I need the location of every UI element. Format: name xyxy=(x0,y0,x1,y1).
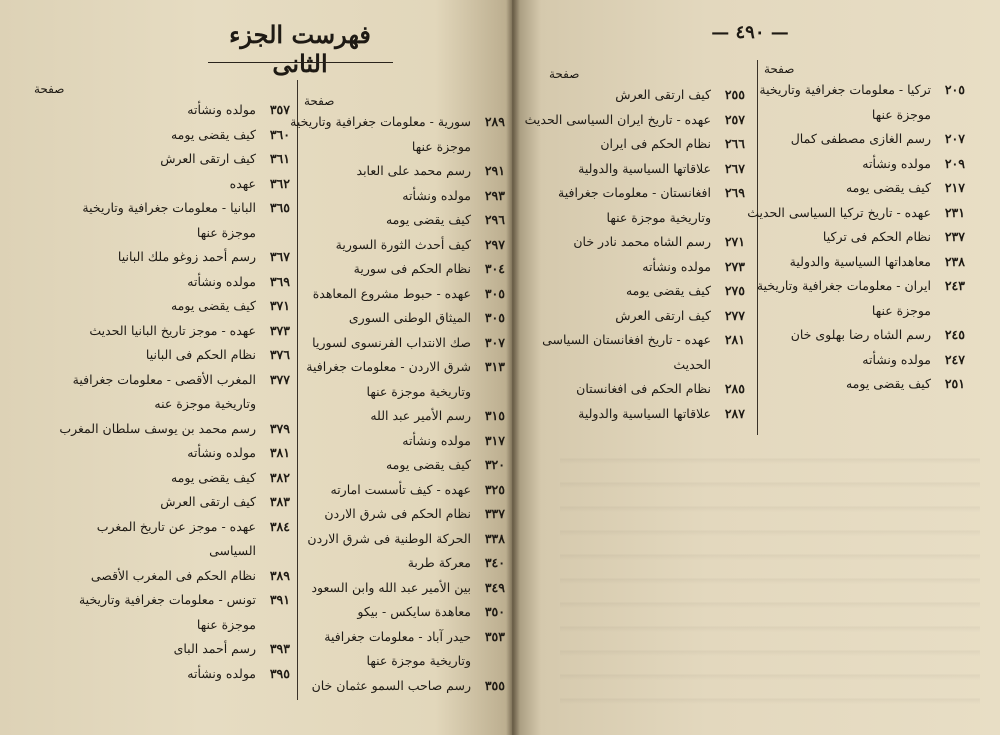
toc-entry xyxy=(300,429,505,454)
toc-page-number: ٣٦٥ xyxy=(269,200,290,215)
toc-entry xyxy=(30,515,290,540)
toc-entry xyxy=(30,294,290,319)
toc-entry xyxy=(30,466,290,491)
toc-entry xyxy=(545,157,745,182)
toc-entry xyxy=(300,257,505,282)
toc-page-number: ٣٥٠ xyxy=(484,604,505,619)
toc-page-number: ٢٤٥ xyxy=(944,327,965,342)
toc-entry xyxy=(300,478,505,503)
toc-page-number: ٣٤٠ xyxy=(484,555,505,570)
toc-entry-text: رسم صاحب السمو عثمان خان xyxy=(311,677,471,693)
toc-page-number: ٣٧٧ xyxy=(269,371,290,387)
toc-entry-text: نظام الحكم فى ايران xyxy=(600,136,711,151)
toc-entry xyxy=(30,662,290,687)
toc-page-number: ٣٦٠ xyxy=(269,126,290,142)
toc-entry-text: رسم الغازى مصطفى كمال xyxy=(790,131,931,146)
toc-page-number: ٢٨٥ xyxy=(724,381,745,396)
toc-entry-text: عهده - تاريخ ايران السياسى الحديث xyxy=(524,111,711,127)
toc-page-number: ٣٨٢ xyxy=(269,469,290,485)
toc-entry xyxy=(542,328,745,353)
toc-entry xyxy=(300,649,505,674)
toc-column-right-outer xyxy=(747,60,965,397)
toc-entry-text: معركة طربة xyxy=(407,555,471,570)
toc-entry-text: كيف يقضى يومه xyxy=(170,469,256,485)
toc-entry xyxy=(747,201,965,226)
toc-entry-text: عهده - موجز تاريخ البانيا الحديث xyxy=(89,322,256,338)
toc-entry-text: سورية - معلومات جغرافية وتاريخية xyxy=(290,114,471,129)
toc-entry xyxy=(760,299,965,324)
toc-page-number: ٣١٥ xyxy=(484,408,505,423)
toc-entry xyxy=(545,304,745,329)
toc-page-number: ٣٧٦ xyxy=(269,347,290,362)
toc-page-number: ٢٨٩ xyxy=(484,114,505,129)
toc-entry-text: نظام الحكم فى المغرب الأقصى xyxy=(90,567,256,583)
toc-page-number: ٢٨٧ xyxy=(724,405,745,421)
toc-page-number: ٣٧١ xyxy=(269,298,290,313)
toc-entry xyxy=(30,392,290,417)
toc-entry xyxy=(300,502,505,527)
toc-entry-text: شرق الاردن - معلومات جغرافية xyxy=(306,359,471,374)
toc-page-number: ٢٥٧ xyxy=(724,111,745,127)
toc-page-number: ٣٨٣ xyxy=(269,494,290,509)
toc-entry xyxy=(30,343,290,368)
toc-entry-text: وتاريخية موجزة عنها xyxy=(366,383,471,399)
page-column-heading: صفحة xyxy=(34,82,65,96)
toc-entry-text: كيف يقضى يومه xyxy=(170,298,256,313)
toc-page-number: ٢٣٨ xyxy=(944,253,965,269)
toc-entry xyxy=(760,323,965,348)
toc-entry-text: نظام الحكم فى تركيا xyxy=(822,229,931,244)
toc-page-number: ٢٣٧ xyxy=(944,229,965,244)
toc-entry xyxy=(30,490,290,515)
toc-entry xyxy=(545,83,745,108)
toc-page-number: ٢٨١ xyxy=(724,332,745,347)
toc-entry xyxy=(300,282,505,307)
toc-entry-text: عهده - موجز عن تاريخ المغرب xyxy=(96,518,256,534)
toc-entry-text: كيف يقضى يومه xyxy=(170,126,256,142)
toc-entry-text: عهده - كيف تأسست امارته xyxy=(330,481,471,497)
toc-entry-text: مولده ونشأته xyxy=(187,445,256,460)
toc-entry xyxy=(545,255,745,280)
toc-entry-text: عهده - تاريخ تركيا السياسى الحديث xyxy=(747,204,931,220)
toc-entry xyxy=(30,196,290,221)
toc-entry-text: كيف ارتقى العرش xyxy=(615,87,711,102)
toc-entry xyxy=(30,245,290,270)
toc-entry-text: مولده ونشأته xyxy=(187,273,256,289)
toc-entry xyxy=(300,404,505,429)
toc-entry-text: الحركة الوطنية فى شرق الاردن xyxy=(307,530,471,546)
column-divider xyxy=(297,80,298,700)
toc-entry xyxy=(300,600,505,625)
toc-entry xyxy=(545,377,745,402)
toc-page-number: ٣٠٥ xyxy=(484,310,505,325)
toc-entry xyxy=(300,674,505,699)
toc-entry-text: ايران - معلومات جغرافية وتاريخية xyxy=(756,278,931,293)
toc-entry xyxy=(300,159,505,184)
toc-page-number: ٣٣٧ xyxy=(484,506,505,521)
toc-entry xyxy=(30,270,290,295)
toc-entry-text: كيف ارتقى العرش xyxy=(160,494,256,509)
toc-page-number: ٢٣١ xyxy=(944,204,965,220)
toc-entry-text: عهده xyxy=(229,175,256,191)
toc-entry xyxy=(300,208,505,233)
toc-page-number: ٣٩٥ xyxy=(269,665,290,681)
toc-entry xyxy=(760,103,965,128)
toc-entry-text: علاقاتها السياسية والدولية xyxy=(578,405,711,421)
toc-page-number: ٢٦٩ xyxy=(724,185,745,200)
toc-entry xyxy=(30,417,290,442)
toc-entry-text: رسم أحمد زوغو ملك البانيا xyxy=(117,249,256,264)
toc-entry xyxy=(524,108,745,133)
toc-page-number: ٣١٧ xyxy=(484,432,505,448)
toc-page-number: ٣٨١ xyxy=(269,445,290,460)
toc-entry xyxy=(545,132,745,157)
toc-page-number: ٣٥٧ xyxy=(269,102,290,117)
book-gutter xyxy=(506,0,520,735)
toc-entry-text: كيف يقضى يومه xyxy=(385,457,471,472)
toc-entry xyxy=(30,221,290,246)
toc-entry-text: عهده - تاريخ افغانستان السياسى xyxy=(542,332,711,347)
toc-entry-text: الميثاق الوطنى السورى xyxy=(348,310,471,325)
toc-entry xyxy=(30,368,290,393)
toc-entry-text: معاهداتها السياسية والدولية xyxy=(789,253,931,269)
toc-page-number: ٣٩٣ xyxy=(269,641,290,656)
toc-entry xyxy=(760,225,965,250)
toc-entry xyxy=(545,206,745,231)
toc-page-number: ٣٠٥ xyxy=(484,285,505,301)
toc-column-left-outer xyxy=(30,80,290,686)
page-column-heading: صفحة xyxy=(549,67,580,81)
toc-page-number: ٢٧٣ xyxy=(724,258,745,274)
toc-page-number: ٢١٧ xyxy=(944,180,965,195)
toc-entry xyxy=(760,372,965,397)
toc-entry xyxy=(30,564,290,589)
toc-page-number: ٢٠٧ xyxy=(944,131,965,146)
toc-page-number: ٣٦٩ xyxy=(269,273,290,289)
toc-entry xyxy=(300,135,505,160)
title-underline xyxy=(208,62,393,63)
toc-page-number: ٢٦٧ xyxy=(724,160,745,176)
toc-entry xyxy=(300,355,505,380)
toc-entry-text: موجزة عنها xyxy=(196,224,256,240)
toc-entry xyxy=(760,78,965,103)
toc-page-number: ٢٩٣ xyxy=(484,187,505,203)
toc-entry-text: عهده - حبوط مشروع المعاهدة xyxy=(312,285,471,301)
toc-entry xyxy=(300,233,505,258)
toc-page-number: ٣٠٤ xyxy=(484,261,505,276)
toc-page-number: ٢٥١ xyxy=(944,376,965,391)
page-title: فهرست الجزء الثانى xyxy=(229,20,371,78)
toc-entry-text: السياسى xyxy=(209,543,256,558)
toc-entry-text: نظام الحكم فى شرق الاردن xyxy=(324,506,471,521)
toc-entry-text: مولده ونشأته xyxy=(862,155,931,171)
toc-entry xyxy=(545,181,745,206)
toc-entry xyxy=(300,331,505,356)
toc-entry-text: موجزة عنها xyxy=(411,138,471,154)
toc-entry-text: مولده ونشأته xyxy=(187,102,256,117)
toc-page-number: ٢٩٧ xyxy=(484,236,505,252)
toc-entry xyxy=(760,348,965,373)
toc-entry-text: كيف يقضى يومه xyxy=(385,212,471,227)
toc-entry xyxy=(30,588,290,613)
toc-entry xyxy=(30,539,290,564)
toc-page-number: ٢٤٣ xyxy=(944,278,965,293)
toc-entry-text: وتاريخية موجزة عنها xyxy=(606,209,711,225)
toc-entry-text: كيف يقضى يومه xyxy=(845,376,931,391)
toc-entry-text: مولده ونشأته xyxy=(402,432,471,448)
toc-entry-text: كيف أحدث الثورة السورية xyxy=(335,236,471,252)
toc-entry-text: وتاريخية موجزة عنه xyxy=(154,396,256,411)
toc-entry-text: كيف ارتقى العرش xyxy=(615,307,711,323)
toc-entry xyxy=(760,127,965,152)
toc-entry xyxy=(30,613,290,638)
page-column-heading: صفحة xyxy=(304,94,335,108)
toc-entry-text: بين الأمير عبد الله وابن السعود xyxy=(311,579,471,595)
toc-entry xyxy=(300,576,505,601)
toc-page-number: ٢٧٧ xyxy=(724,307,745,323)
toc-entry-text: موجزة عنها xyxy=(871,302,931,318)
toc-column-left-inner xyxy=(290,92,505,698)
toc-entry-text: موجزة عنها xyxy=(871,106,931,122)
toc-entry-text: رسم محمد بن يوسف سلطان المغرب xyxy=(59,420,256,436)
toc-entry-text: علاقاتها السياسية والدولية xyxy=(578,160,711,176)
toc-entry-text: كيف يقضى يومه xyxy=(845,180,931,195)
toc-entry xyxy=(30,637,290,662)
toc-page-number: ٣٧٩ xyxy=(269,420,290,436)
toc-page-number: ٣٩١ xyxy=(269,592,290,607)
toc-entry xyxy=(545,279,745,304)
toc-page-number: ٢٩٦ xyxy=(484,212,505,227)
toc-entry-text: تونس - معلومات جغرافية وتاريخية xyxy=(78,592,256,607)
toc-entry-text: رسم الشاه محمد نادر خان xyxy=(573,234,711,249)
toc-page-number: ٢٧٥ xyxy=(724,283,745,298)
toc-entry xyxy=(30,319,290,344)
toc-page-number: ٢٧١ xyxy=(724,234,745,249)
toc-entry xyxy=(300,184,505,209)
toc-entry-text: رسم أحمد الباى xyxy=(173,641,256,656)
toc-entry xyxy=(760,176,965,201)
toc-entry-text: صك الانتداب الفرنسوى لسوريا xyxy=(312,334,471,350)
toc-page-number: ٣٦٧ xyxy=(269,249,290,264)
toc-entry-text: افغانستان - معلومات جغرافية xyxy=(558,185,711,200)
toc-page-number: ٣٦٢ xyxy=(269,175,290,191)
toc-entry-text: وتاريخية موجزة عنها xyxy=(366,653,471,668)
page-column-heading: صفحة xyxy=(764,62,795,76)
toc-page-number: ٣٤٩ xyxy=(484,579,505,595)
toc-entry-text: رسم محمد على العابد xyxy=(356,163,471,178)
toc-page-number: ٣٥٥ xyxy=(484,677,505,693)
toc-entry-text: مولده ونشأته xyxy=(642,258,711,274)
toc-entry-text: نظام الحكم فى افغانستان xyxy=(576,381,711,396)
toc-entry xyxy=(760,250,965,275)
show-through-text xyxy=(560,440,980,720)
toc-entry xyxy=(290,110,505,135)
toc-page-number: ٢٠٩ xyxy=(944,155,965,171)
toc-entry xyxy=(756,274,965,299)
toc-entry-text: نظام الحكم فى سورية xyxy=(353,261,471,276)
toc-entry-text: مولده ونشأته xyxy=(862,351,931,367)
toc-entry-text: كيف يقضى يومه xyxy=(625,283,711,298)
toc-entry xyxy=(545,353,745,378)
toc-page-number: ٢٠٥ xyxy=(944,82,965,97)
toc-entry xyxy=(545,402,745,427)
toc-entry-text: نظام الحكم فى البانيا xyxy=(145,347,256,362)
toc-page-number: ٣٣٨ xyxy=(484,530,505,546)
toc-page-number: ٣٦١ xyxy=(269,151,290,166)
toc-entry-text: البانيا - معلومات جغرافية وتاريخية xyxy=(82,200,256,215)
toc-entry xyxy=(30,98,290,123)
toc-page-number: ٣٨٤ xyxy=(269,518,290,534)
toc-entry-text: رسم الشاه رضا بهلوى خان xyxy=(790,327,931,342)
toc-page-number: ٣٠٧ xyxy=(484,334,505,350)
toc-page-number: ٣٥٣ xyxy=(484,628,505,644)
toc-entry-text: معاهدة سايكس - بيكو xyxy=(357,604,471,619)
toc-entry-text: رسم الأمير عبد الله xyxy=(370,408,471,423)
toc-page-number: ٢٥٥ xyxy=(724,87,745,102)
toc-entry xyxy=(300,527,505,552)
toc-entry-text: الحديث xyxy=(673,356,711,372)
toc-column-right-inner xyxy=(524,65,745,426)
toc-entry-text: تركيا - معلومات جغرافية وتاريخية xyxy=(759,82,931,97)
toc-page-number: ٣٢٥ xyxy=(484,481,505,497)
toc-entry xyxy=(300,551,505,576)
toc-entry-text: حيدر آباد - معلومات جغرافية xyxy=(324,628,471,644)
toc-entry-text: كيف ارتقى العرش xyxy=(160,151,256,166)
column-divider xyxy=(757,60,758,435)
toc-entry-text: مولده ونشأته xyxy=(187,665,256,681)
toc-entry-text: موجزة عنها xyxy=(196,616,256,632)
toc-entry xyxy=(300,306,505,331)
toc-entry xyxy=(760,152,965,177)
page-number: — ٤٩٠ — xyxy=(711,22,789,43)
toc-page-number: ٣٢٠ xyxy=(484,457,505,472)
toc-page-number: ٣١٣ xyxy=(484,359,505,374)
toc-entry xyxy=(30,172,290,197)
toc-page-number: ٣٨٩ xyxy=(269,567,290,583)
toc-entry xyxy=(300,453,505,478)
toc-entry xyxy=(545,230,745,255)
toc-entry-text: المغرب الأقصى - معلومات جغرافية xyxy=(72,371,256,387)
toc-entry xyxy=(30,441,290,466)
toc-entry-text: مولده ونشأته xyxy=(402,187,471,203)
toc-page-number: ٢٩١ xyxy=(484,163,505,178)
toc-entry xyxy=(300,380,505,405)
toc-entry xyxy=(300,625,505,650)
toc-entry xyxy=(30,123,290,148)
toc-page-number: ٢٦٦ xyxy=(724,136,745,151)
toc-entry xyxy=(30,147,290,172)
toc-page-number: ٢٤٧ xyxy=(944,351,965,367)
toc-page-number: ٣٧٣ xyxy=(269,322,290,338)
